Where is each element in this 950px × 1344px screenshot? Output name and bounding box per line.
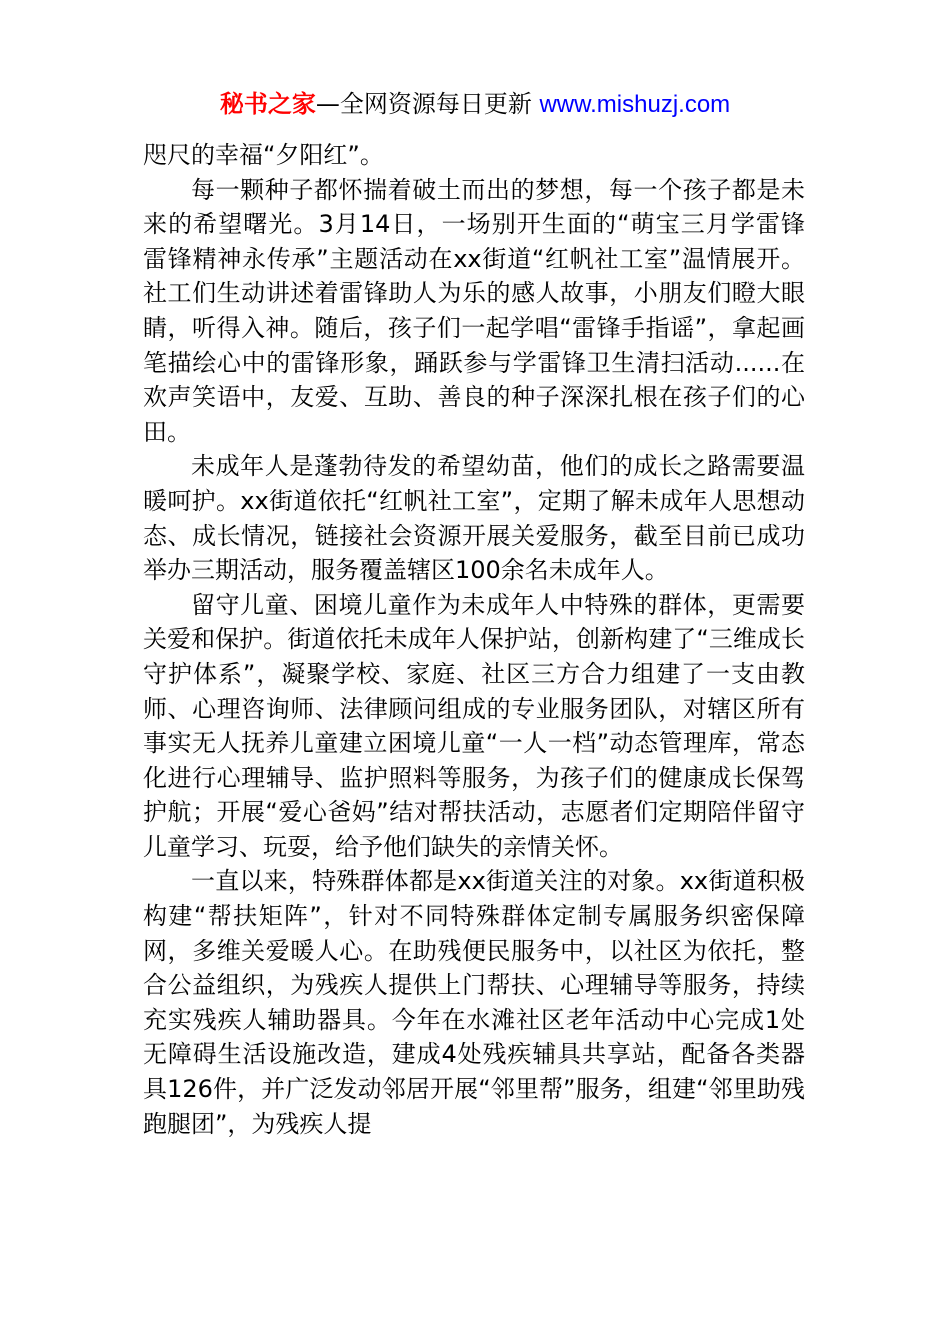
paragraph: 未成年人是蓬勃待发的希望幼苗，他们的成长之路需要温暖呵护。xx街道依托“红帆社工室”，定期了解未成年人思想动态、成长情况，链接社会资源开展关爱服务，截至目前已成功举办三期活动，服务覆盖辖区100余名未成年人。 — [143, 452, 805, 585]
page-header — [0, 86, 950, 123]
header-tagline: —全网资源每日更新 — [315, 90, 532, 118]
brand-name: 秘书之家 — [219, 90, 316, 118]
paragraph: 每一颗种子都怀揣着破土而出的梦想，每一个孩子都是未来的希望曙光。3月14日，一场别开生面的“萌宝三月学雷锋 雷锋精神永传承”主题活动在xx街道“红帆社工室”温情展开。社工们生动讲述着雷锋助人为乐的感人故事，小朋友们瞪大眼睛，听得入神。随后，孩子们一起学唱“雷锋手指谣”，拿起画笔描绘心中的雷锋形象，踊跃参与学雷锋卫生清扫活动......在欢声笑语中，友爱、互助、善良的种子深深扎根在孩子们的心田。 — [143, 175, 805, 446]
paragraph: 留守儿童、困境儿童作为未成年人中特殊的群体，更需要关爱和保护。街道依托未成年人保护站，创新构建了“三维成长守护体系”，凝聚学校、家庭、社区三方合力组建了一支由教师、心理咨询师、法律顾问组成的专业服务团队，对辖区所有事实无人抚养儿童建立困境儿童“一人一档”动态管理库，常态化进行心理辅导、监护照料等服务，为孩子们的健康成长保驾护航；开展“爱心爸妈”结对帮扶活动，志愿者们定期陪伴留守儿童学习、玩耍，给予他们缺失的亲情关怀。 — [143, 590, 805, 861]
paragraph-continuation: 咫尺的幸福“夕阳红”。 — [143, 141, 384, 169]
site-url-link[interactable]: www.mishuzj.com — [539, 91, 731, 118]
paragraph: 一直以来，特殊群体都是xx街道关注的对象。xx街道积极构建“帮扶矩阵”，针对不同特殊群体定制专属服务织密保障网，多维关爱暖人心。在助残便民服务中，以社区为依托，整合公益组织，为残疾人提供上门帮扶、心理辅导等服务，持续充实残疾人辅助器具。今年在水滩社区老年活动中心完成1处无障碍生活设施改造，建成4处残疾辅具共享站，配备各类器具126件，并广泛发动邻居开展“邻里帮”服务，组建“邻里助残跑腿团”，为残疾人提 — [143, 867, 805, 1138]
article-body — [143, 138, 805, 1141]
